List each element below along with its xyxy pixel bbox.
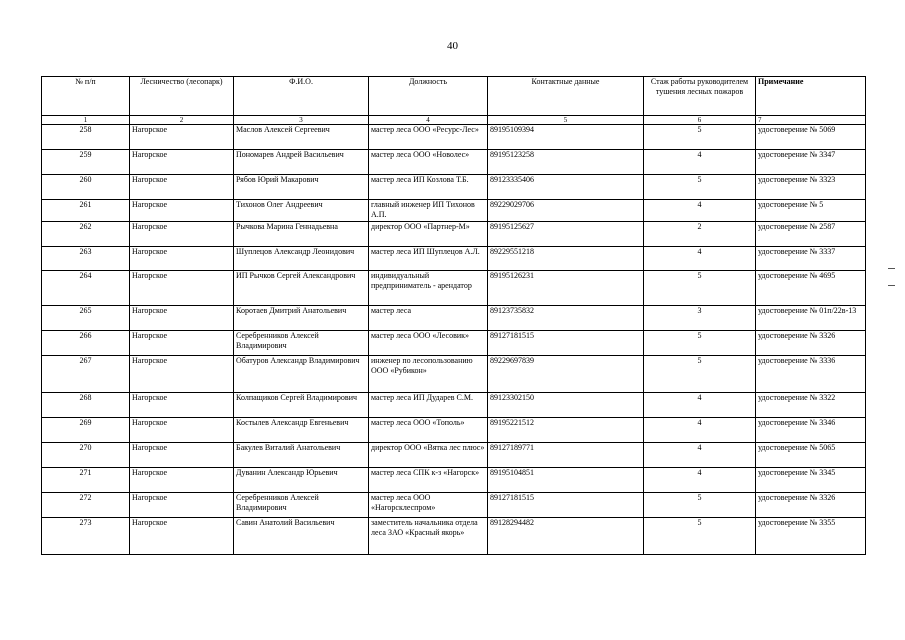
column-header-contacts: Контактные данные xyxy=(488,77,644,116)
forestry-cell: Нагорское xyxy=(130,306,234,331)
experience-cell: 4 xyxy=(644,468,756,493)
name-cell: Серебренников Алексей Владимирович xyxy=(234,331,369,356)
contacts-cell: 89127181515 xyxy=(488,493,644,518)
note-cell: удостоверение № 3326 xyxy=(756,331,866,356)
contacts-cell: 89195125627 xyxy=(488,222,644,247)
table-row xyxy=(42,393,866,418)
experience-cell: 4 xyxy=(644,200,756,222)
position-cell: мастер леса ООО «Новолес» xyxy=(369,150,488,175)
contacts-cell: 89123335406 xyxy=(488,175,644,200)
contacts-cell: 89195221512 xyxy=(488,418,644,443)
position-cell: мастер леса ООО «Тополь» xyxy=(369,418,488,443)
forestry-cell: Нагорское xyxy=(130,418,234,443)
forestry-cell: Нагорское xyxy=(130,331,234,356)
forestry-cell: Нагорское xyxy=(130,222,234,247)
row-number-cell: 268 xyxy=(42,393,130,418)
row-number-cell: 263 xyxy=(42,247,130,271)
experience-cell: 5 xyxy=(644,331,756,356)
table-row xyxy=(42,247,866,271)
contacts-cell: 89229029706 xyxy=(488,200,644,222)
forestry-cell: Нагорское xyxy=(130,443,234,468)
forestry-cell: Нагорское xyxy=(130,393,234,418)
note-cell: удостоверение № 3336 xyxy=(756,356,866,393)
margin-mark xyxy=(888,268,895,269)
name-cell: Дуванин Александр Юрьевич xyxy=(234,468,369,493)
experience-cell: 4 xyxy=(644,418,756,443)
experience-cell: 5 xyxy=(644,518,756,555)
forestry-cell: Нагорское xyxy=(130,271,234,306)
position-cell: мастер леса ИП Шуплецов А.Л. xyxy=(369,247,488,271)
table-row xyxy=(42,125,866,150)
position-cell: мастер леса СПК к-з «Нагорск» xyxy=(369,468,488,493)
position-cell: инженер по лесопользованию ООО «Рубикон» xyxy=(369,356,488,393)
column-number-row xyxy=(42,116,866,125)
table-row xyxy=(42,175,866,200)
position-cell: мастер леса ООО «Ресурс-Лес» xyxy=(369,125,488,150)
note-cell: удостоверение № 5 xyxy=(756,200,866,222)
row-number-cell: 266 xyxy=(42,331,130,356)
table-row xyxy=(42,356,866,393)
note-cell: удостоверение № 3326 xyxy=(756,493,866,518)
contacts-cell: 89123302150 xyxy=(488,393,644,418)
name-cell: Серебренников Алексей Владимирович xyxy=(234,493,369,518)
name-cell: Рябов Юрий Макарович xyxy=(234,175,369,200)
table-row xyxy=(42,200,866,222)
header-row xyxy=(42,77,866,116)
experience-cell: 4 xyxy=(644,247,756,271)
experience-cell: 4 xyxy=(644,393,756,418)
column-header-experience: Стаж работы руководителем тушения лесных пожаров xyxy=(644,77,756,116)
table-row xyxy=(42,443,866,468)
column-number: 5 xyxy=(488,116,644,125)
name-cell: Костылев Александр Евгеньевич xyxy=(234,418,369,443)
position-cell: директор ООО «Вятка лес плюс» xyxy=(369,443,488,468)
contacts-cell: 89127189771 xyxy=(488,443,644,468)
experience-cell: 5 xyxy=(644,271,756,306)
row-number-cell: 269 xyxy=(42,418,130,443)
experience-cell: 5 xyxy=(644,175,756,200)
forestry-cell: Нагорское xyxy=(130,356,234,393)
row-number-cell: 273 xyxy=(42,518,130,555)
table-row xyxy=(42,306,866,331)
position-cell: мастер леса ИП Козлова Т.Б. xyxy=(369,175,488,200)
experience-cell: 4 xyxy=(644,443,756,468)
contacts-cell: 89229551218 xyxy=(488,247,644,271)
experience-cell: 5 xyxy=(644,125,756,150)
row-number-cell: 270 xyxy=(42,443,130,468)
position-cell: заместитель начальника отдела леса ЗАО «Красный якорь» xyxy=(369,518,488,555)
forestry-cell: Нагорское xyxy=(130,175,234,200)
row-number-cell: 264 xyxy=(42,271,130,306)
note-cell: удостоверение № 3355 xyxy=(756,518,866,555)
contacts-cell: 89195126231 xyxy=(488,271,644,306)
row-number-cell: 265 xyxy=(42,306,130,331)
note-cell: удостоверение № 4695 xyxy=(756,271,866,306)
column-header-name: Ф.И.О. xyxy=(234,77,369,116)
column-number: 6 xyxy=(644,116,756,125)
column-header-note: Примечание xyxy=(756,77,866,116)
contacts-cell: 89195104851 xyxy=(488,468,644,493)
name-cell: Коротаев Дмитрий Анатольевич xyxy=(234,306,369,331)
note-cell: удостоверение № 01п/22в-13 xyxy=(756,306,866,331)
row-number-cell: 261 xyxy=(42,200,130,222)
forestry-cell: Нагорское xyxy=(130,247,234,271)
table-row xyxy=(42,150,866,175)
note-cell: удостоверение № 3346 xyxy=(756,418,866,443)
contacts-cell: 89123735832 xyxy=(488,306,644,331)
experience-cell: 5 xyxy=(644,356,756,393)
forest-fire-managers-table xyxy=(41,76,866,555)
position-cell: мастер леса ООО «Нагорсклеспром» xyxy=(369,493,488,518)
note-cell: удостоверение № 3323 xyxy=(756,175,866,200)
table-row xyxy=(42,222,866,247)
note-cell: удостоверение № 3322 xyxy=(756,393,866,418)
experience-cell: 5 xyxy=(644,493,756,518)
row-number-cell: 272 xyxy=(42,493,130,518)
margin-mark xyxy=(888,285,895,286)
contacts-cell: 89127181515 xyxy=(488,331,644,356)
note-cell: удостоверение № 5069 xyxy=(756,125,866,150)
name-cell: Тихонов Олег Андреевич xyxy=(234,200,369,222)
row-number-cell: 267 xyxy=(42,356,130,393)
experience-cell: 4 xyxy=(644,150,756,175)
column-header-position: Должность xyxy=(369,77,488,116)
forestry-cell: Нагорское xyxy=(130,200,234,222)
table-row xyxy=(42,331,866,356)
position-cell: индивидуальный предприниматель - арендатор xyxy=(369,271,488,306)
table-row xyxy=(42,271,866,306)
page-number: 40 xyxy=(447,40,458,52)
column-header-number: № п/п xyxy=(42,77,130,116)
forestry-cell: Нагорское xyxy=(130,493,234,518)
column-number: 3 xyxy=(234,116,369,125)
row-number-cell: 262 xyxy=(42,222,130,247)
name-cell: Шуплецов Александр Леонидович xyxy=(234,247,369,271)
contacts-cell: 89128294482 xyxy=(488,518,644,555)
position-cell: главный инженер ИП Тихонов А.П. xyxy=(369,200,488,222)
note-cell: удостоверение № 3345 xyxy=(756,468,866,493)
name-cell: Обатуров Александр Владимирович xyxy=(234,356,369,393)
table-row xyxy=(42,468,866,493)
column-header-forestry: Лесничество (лесопарк) xyxy=(130,77,234,116)
position-cell: мастер леса xyxy=(369,306,488,331)
table-row xyxy=(42,418,866,443)
name-cell: Пономарев Андрей Васильевич xyxy=(234,150,369,175)
column-number: 4 xyxy=(369,116,488,125)
column-number: 7 xyxy=(756,116,866,125)
column-number: 2 xyxy=(130,116,234,125)
forestry-cell: Нагорское xyxy=(130,518,234,555)
note-cell: удостоверение № 3337 xyxy=(756,247,866,271)
experience-cell: 2 xyxy=(644,222,756,247)
forestry-cell: Нагорское xyxy=(130,125,234,150)
position-cell: мастер леса ИП Дударев С.М. xyxy=(369,393,488,418)
name-cell: Савин Анатолий Васильевич xyxy=(234,518,369,555)
row-number-cell: 271 xyxy=(42,468,130,493)
experience-cell: 3 xyxy=(644,306,756,331)
contacts-cell: 89195109394 xyxy=(488,125,644,150)
column-number: 1 xyxy=(42,116,130,125)
row-number-cell: 260 xyxy=(42,175,130,200)
name-cell: Колпащиков Сергей Владимирович xyxy=(234,393,369,418)
name-cell: Маслов Алексей Сергеевич xyxy=(234,125,369,150)
row-number-cell: 259 xyxy=(42,150,130,175)
forestry-cell: Нагорское xyxy=(130,150,234,175)
name-cell: ИП Рычков Сергей Александрович xyxy=(234,271,369,306)
contacts-cell: 89195123258 xyxy=(488,150,644,175)
note-cell: удостоверение № 5065 xyxy=(756,443,866,468)
name-cell: Бакулев Виталий Анатольевич xyxy=(234,443,369,468)
note-cell: удостоверение № 2587 xyxy=(756,222,866,247)
name-cell: Рычкова Марина Геннадьевна xyxy=(234,222,369,247)
contacts-cell: 89229697839 xyxy=(488,356,644,393)
table-row xyxy=(42,493,866,518)
forestry-cell: Нагорское xyxy=(130,468,234,493)
note-cell: удостоверение № 3347 xyxy=(756,150,866,175)
table-row xyxy=(42,518,866,555)
row-number-cell: 258 xyxy=(42,125,130,150)
position-cell: мастер леса ООО «Лесовик» xyxy=(369,331,488,356)
position-cell: директор ООО «Партнер-М» xyxy=(369,222,488,247)
